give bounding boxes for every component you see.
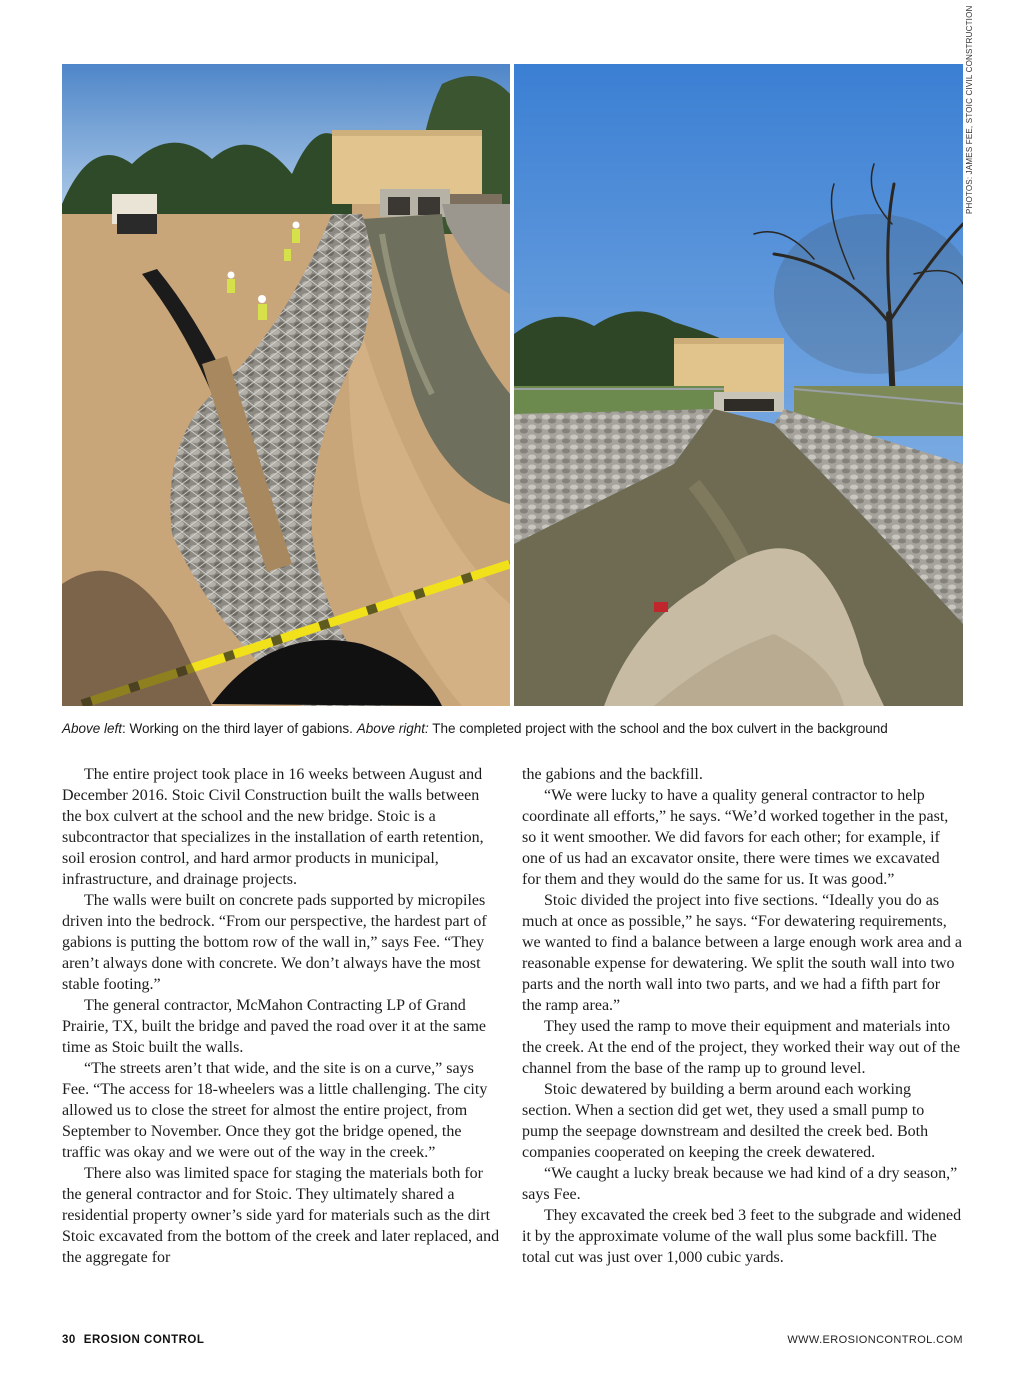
paragraph: “The streets aren’t that wide, and the site is on a curve,” says Fee. “The access for 18-wheelers was a little challenging. The city allowed us to close the street for almost the entire project, from September to November. Once they got the bridge opened, the traffic was okay and we were out of the way in the creek.” xyxy=(62,1060,488,1161)
caption-right-label: Above right: xyxy=(356,721,429,736)
page-number: 30 xyxy=(62,1334,76,1346)
photo-completed-project xyxy=(514,64,963,706)
photo-credit: PHOTOS: JAMES FEE, STOIC CIVIL CONSTRUCTION xyxy=(965,5,974,214)
article-column-left xyxy=(62,764,502,1268)
photo-gabion-construction xyxy=(62,64,510,706)
paragraph: Stoic dewatered by building a berm around each working section. When a section did get wet, they used a small pump to pump the seepage downstream and desilted the creek bed. Both companies cooperated on keeping the creek dewatered. xyxy=(522,1081,929,1161)
caption-left-text: : Working on the third layer of gabions. xyxy=(122,721,357,736)
paragraph: Stoic divided the project into five sections. “Ideally you do as much at once as possible,” he says. “For dewatering requirements, we wanted to find a balance between a large enough work area and a reasonable expense for dewatering. We split the south wall into two parts and the north wall into two parts, and we had a fifth part for the ramp area.” xyxy=(522,892,962,1014)
paragraph: There also was limited space for staging the materials both for the general contractor and for Stoic. They ultimately shared a residential property owner’s side yard for materials such as the dirt Stoic excavated from the bottom of the creek and later replaced, and the aggregate for xyxy=(62,1165,500,1266)
photo-caption xyxy=(62,721,967,736)
paragraph: The entire project took place in 16 weeks between August and December 2016. Stoic Civil Construction built the walls between the box culvert at the school and the new bridge. Stoic is a subcontractor that specializes in the installation of earth retention, soil erosion control, and hard armor products in municipal, infrastructure, and drainage projects. xyxy=(62,766,484,888)
article-column-right xyxy=(522,764,962,1268)
paragraph: They used the ramp to move their equipment and materials into the creek. At the end of the project, they worked their way out of the channel from the base of the ramp up to ground level. xyxy=(522,1018,961,1077)
caption-right-text: The completed project with the school and the box culvert in the background xyxy=(428,721,888,736)
magazine-url: WWW.EROSIONCONTROL.COM xyxy=(787,1334,963,1346)
paragraph: the gabions and the backfill. xyxy=(522,766,703,783)
paragraph: The general contractor, McMahon Contracting LP of Grand Prairie, TX, built the bridge and paved the road over it at the same time as Stoic built the walls. xyxy=(62,997,487,1056)
magazine-name: EROSION CONTROL xyxy=(83,1334,205,1346)
paragraph: “We were lucky to have a quality general contractor to help coordinate all efforts,” he says. “We’d worked together in the past, so it went smoother. We did favors for each other; for example, if one of us had an excavator onsite, there were times we excavated for them and they would do the same for us. It was good.” xyxy=(522,787,949,888)
paragraph: “We caught a lucky break because we had kind of a dry season,” says Fee. xyxy=(522,1165,958,1203)
page-footer-left xyxy=(62,1334,204,1346)
paragraph: They excavated the creek bed 3 feet to the subgrade and widened it by the approximate volume of the wall plus some backfill. The total cut was just over 1,000 cubic yards. xyxy=(522,1207,962,1266)
caption-left-label: Above left xyxy=(62,721,123,736)
paragraph: The walls were built on concrete pads supported by micropiles driven into the bedrock. “From our perspective, the hardest part of gabions is putting the bottom row of the wall in,” says Fee. “They aren’t always done with concrete. We don’t always have the most stable footing.” xyxy=(62,892,487,993)
